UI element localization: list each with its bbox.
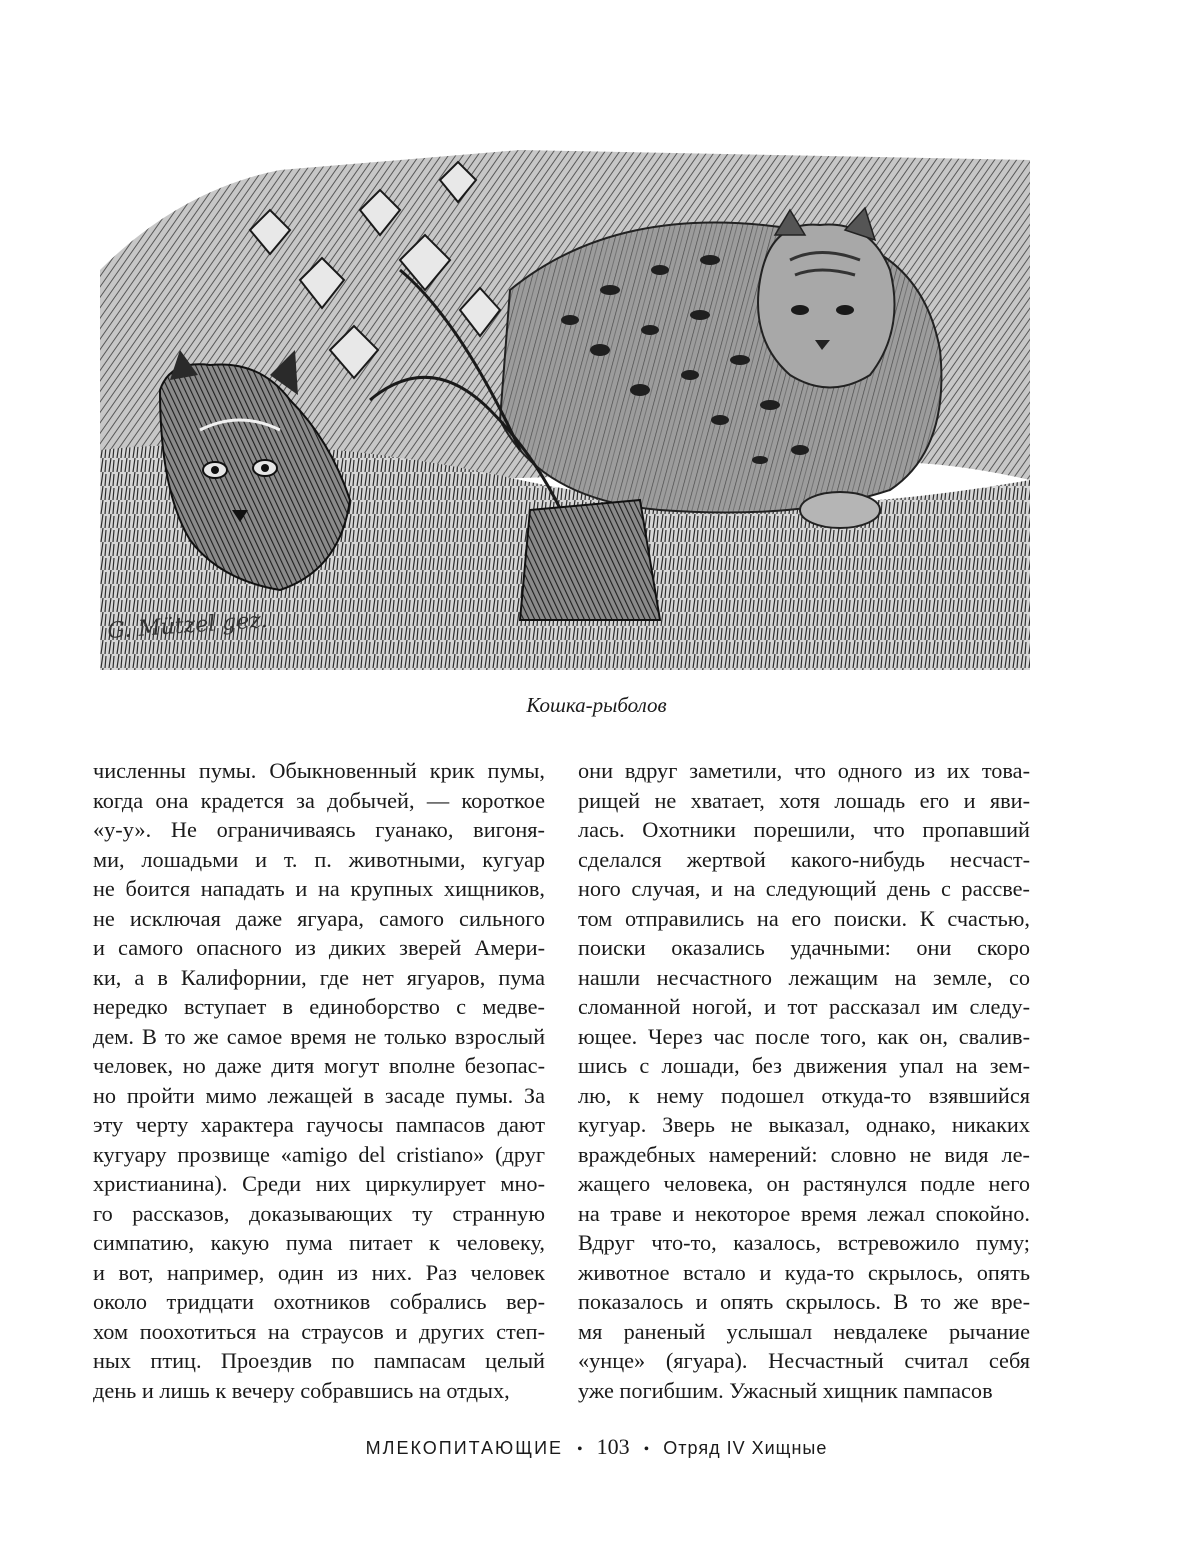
- text-line: «унце» (ягуара). Несчастный считал себя: [578, 1348, 1030, 1373]
- text-line: эту черту характера гаучосы пампасов дают: [93, 1112, 545, 1137]
- footer-chapter-title: Отряд IV Хищные: [663, 1438, 828, 1458]
- text-line: жащего человека, он растянулся подле него: [578, 1171, 1030, 1196]
- text-line: шись с лошади, без движения упал на зем-: [578, 1053, 1030, 1078]
- text-line: враждебных намерений: словно не видя ле-: [578, 1141, 1030, 1167]
- text-line: но пройти мимо лежащей в засаде пумы. За: [93, 1082, 545, 1108]
- text-line: уже погибшим. Ужасный хищник пампасов: [578, 1377, 993, 1403]
- footer-separator-2: •: [643, 1440, 650, 1458]
- fishing-cat-illustration: [100, 150, 1030, 670]
- text-line: показалось и опять скрылось. В то же вре-: [578, 1289, 1030, 1314]
- text-line: лась. Охотники порешили, что пропавший: [578, 817, 1030, 842]
- text-line: симпатию, какую пума питает к человеку,: [93, 1230, 545, 1255]
- text-line: животное встало и куда-то скрылось, опять: [578, 1259, 1030, 1285]
- figure-caption: Кошка-рыболов: [526, 693, 667, 717]
- text-line: лю, к нему подошел откуда-то взявшийся: [578, 1082, 1030, 1108]
- text-line: нашли несчастного лежащим на земле, со: [578, 964, 1030, 990]
- text-column-right: [578, 756, 1030, 1405]
- running-footer: [0, 1434, 1193, 1460]
- text-line: том отправились на его поиски. К счастью,: [578, 905, 1030, 931]
- text-line: день и лишь к вечеру собравшись на отдых,: [93, 1377, 510, 1403]
- text-line: и самого опасного из диких зверей Амери-: [93, 935, 545, 960]
- text-line: не боится нападать и на крупных хищников,: [93, 876, 545, 901]
- text-line: кугуару прозвище «amigo del cristiano» (друг: [93, 1141, 545, 1167]
- text-line: рищей не хватает, хотя лошадь его и яви-: [578, 787, 1030, 813]
- footer-section-title: МЛЕКОПИТАЮЩИЕ: [365, 1438, 564, 1458]
- text-line: около тридцати охотников собрались вер-: [93, 1289, 545, 1314]
- text-line: ми, лошадьми и т. п. животными, кугуар: [93, 846, 545, 872]
- text-line: мя раненый услышал невдалеке рычание: [578, 1318, 1030, 1344]
- footer-separator-1: •: [577, 1440, 583, 1458]
- text-line: дем. В то же самое время не только взрослый: [93, 1023, 545, 1049]
- text-line: ного случая, и на следующий день с рассве-: [578, 876, 1030, 901]
- text-line: и вот, например, один из них. Раз человек: [93, 1259, 545, 1285]
- text-line: человек, но даже дитя могут вполне безопас-: [93, 1053, 545, 1078]
- text-line: ки, а в Калифорнии, где нет ягуаров, пума: [93, 964, 545, 990]
- text-line: сделался жертвой какого-нибудь несчаст-: [578, 846, 1030, 872]
- text-line: Вдруг что-то, казалось, встревожило пуму;: [578, 1230, 1030, 1255]
- text-line: не исключая даже ягуара, самого сильного: [93, 905, 545, 931]
- text-line: ных птиц. Проездив по пампасам целый: [93, 1348, 545, 1373]
- text-line: нередко вступает в единоборство с медве-: [93, 994, 545, 1019]
- text-line: на траве и некоторое время лежал спокойно.: [578, 1200, 1030, 1226]
- text-line: «у-у». Не ограничиваясь гуанако, вигоня-: [93, 817, 545, 842]
- text-line: хом поохотиться на страусов и других степ-: [93, 1318, 545, 1344]
- text-line: поиски оказались удачными: они скоро: [578, 935, 1030, 960]
- text-line: христианина). Среди них циркулирует мно-: [93, 1171, 545, 1196]
- artist-signature: G. Mützel gez.: [106, 607, 269, 644]
- text-line: численны пумы. Обыкновенный крик пумы,: [93, 758, 545, 783]
- text-line: кугуар. Зверь не выказал, однако, никаких: [578, 1112, 1030, 1137]
- adult-cat-figure: [500, 208, 941, 528]
- text-line: когда она крадется за добычей, — короткое: [93, 787, 545, 813]
- text-line: го рассказов, доказывающих ту странную: [93, 1200, 545, 1226]
- text-line: они вдруг заметили, что одного из их това-: [578, 758, 1030, 783]
- text-line: ющее. Через час после того, как он, свалив-: [578, 1023, 1030, 1049]
- text-column-left: [93, 756, 545, 1405]
- tree-stump: [520, 500, 660, 620]
- text-line: сломанной ногой, и тот рассказал им следу-: [578, 994, 1030, 1019]
- page-number: 103: [596, 1434, 630, 1459]
